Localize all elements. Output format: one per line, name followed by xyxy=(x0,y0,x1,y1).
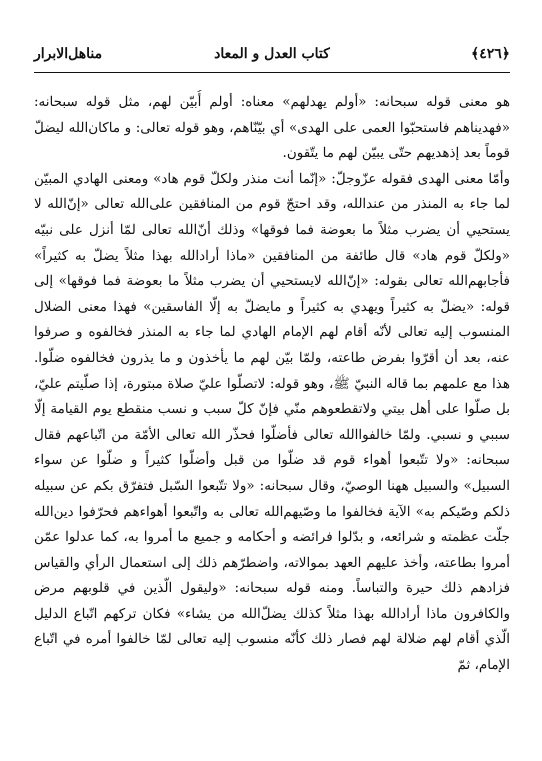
page-number: ﴿٤٢٦﴾ xyxy=(471,46,510,62)
series-title: مناهل‌الابرار xyxy=(34,46,103,62)
header-rule xyxy=(34,72,510,73)
page-header xyxy=(34,44,510,74)
page-body xyxy=(34,90,510,740)
paragraph-1: هو معنى قوله سبحانه: «أولم يهدلهم» معناه: أولم أُبيّن لهم، مثل قوله سبحانه: «فهديناهم فاستحبّوا العمى على الهدى» أي بيّنّاهم، وهو قوله تعالى: و ماكان‌الله ليضلّ قوماً بعد إذهديهم حتّى يبيّن لهم ما يتّقون. xyxy=(34,94,510,162)
book-title: كتاب العدل و المعاد xyxy=(214,46,330,62)
paragraph-2: وأمّا معنى الهدى فقوله عزّوجلّ: «إنّما أنت منذر ولكلّ قوم هاد» ومعنى الهادي المبيّن لما جاء به المنذر من عندالله، وقد احتجّ قوم من المنافقين على‌الله تعالى «إنّ‌الله لا يستحيي أن يضرب مثلاً ما بعوضة فما فوقها» وذلك أنّ‌الله تعالى لمّا أنزل على نبيّه «ولكلّ قوم هاد» قال طائفة من المنافقين «ماذا أرادالله بهذا مثلاً يضلّ به كثيراً» فأجابهم‌الله تعالى بقوله: «إنّ‌الله لايستحيي أن يضرب مثلاً ما بعوضة فما فوقها» إلى قوله: «يضلّ به كثيراً ويهدي به كثيراً و مايضلّ به إلّا الفاسقين» فهذا معنى الضلال المنسوب إليه تعالى لأنّه أقام لهم الإمام الهادي لما جاء به المنذر فخالفوه و صرفوا عنه، بعد أن أقرّوا بفرض طاعته، ولمّا بيّن لهم ما يأخذون و ما يذرون فخالفوه ضلّوا. هذا مع علمهم بما قاله النبيّ ﷺ، وهو قوله: لاتصلّوا عليّ صلاة مبتورة، إذا صلّيتم عليّ، بل صلّوا على أهل بيتي ولاتقطعوهم منّي فإنّ كلّ سبب و نسب منقطع يوم القيامة إلّا سببي و نسبي. ولمّا خالفواالله تعالى فأضلّوا فحذّر الله تعالى الأمّة من اتّباعهم فقال سبحانه: «ولا تتّبعوا أهواء قوم قد ضلّوا من قبل وأضلّوا كثيراً و ضلّوا عن سواء السبيل» والسبيل ههنا الوصيّ، وقال سبحانه: «ولا تتّبعوا السّبل فتفرّق بكم عن سبيله ذلكم وصّيكم به» الآية فخالفوا ما وصّيهم‌الله تعالى به واتّبعوا أهواءهم فحرّفوا دين‌الله جلّت عظمته و شرائعه، و بدّلوا فرائضه و أحكامه و جميع ما أمروا به، كما عدلوا عمّن أمروا بطاعته، وأخذ عليهم العهد بموالاته، واضطرّهم ذلك إلى استعمال الرأي والقياس فزادهم ذلك حيرة والتباساً. ومنه قوله سبحانه: «وليقول الّذين في قلوبهم مرض والكافرون ماذا أرادالله بهذا مثلاً كذلك يضلّ‌الله من يشاء» فكان تركهم اتّباع الدليل الّذي أقام لهم ضلالة لهم فصار ذلك كأنّه منسوب إليه تعالى لمّا خالفوا أمره في اتّباع الإمام، ثمّ xyxy=(34,170,510,674)
